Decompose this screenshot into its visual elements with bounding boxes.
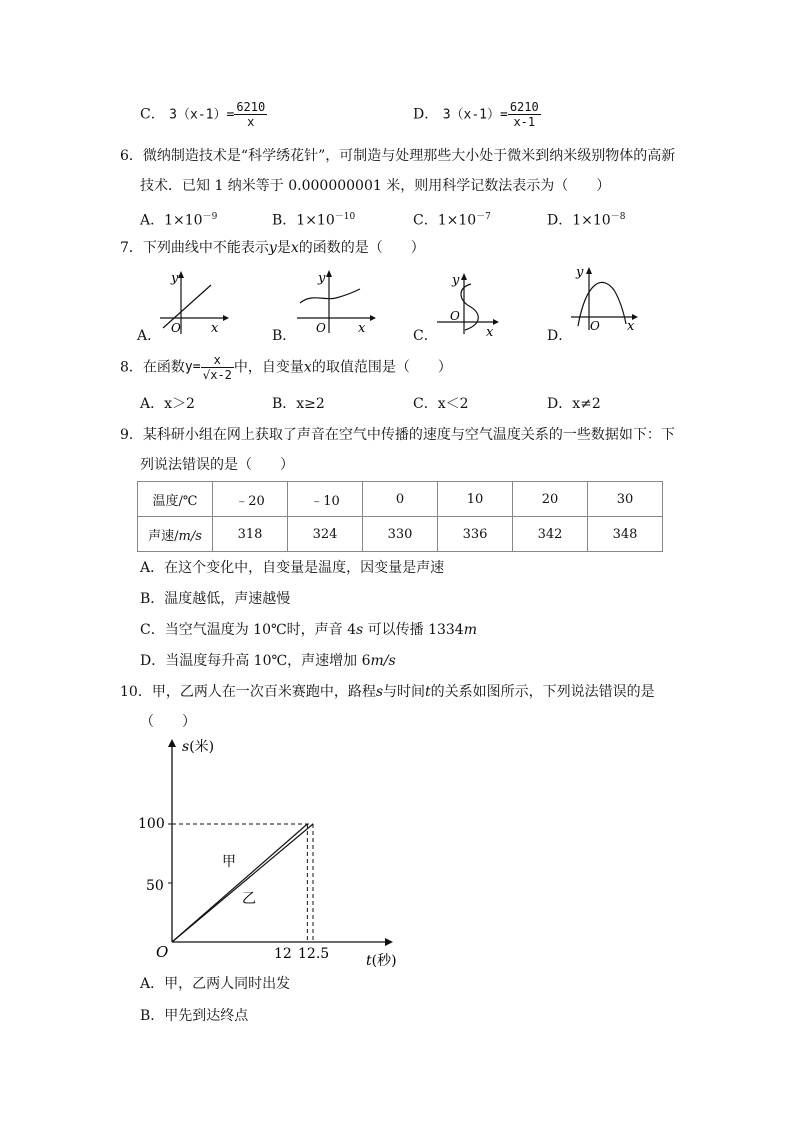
svg-text:O: O (450, 309, 460, 323)
q8-option-a: A．x＞2 (140, 396, 195, 412)
q7-graph-b (292, 265, 377, 337)
q5-c-fraction: $\frac{6210}{x}$ (236, 100, 266, 129)
svg-text:x: x (627, 319, 635, 334)
svg-text:O: O (171, 321, 181, 335)
q7-graph-a (155, 268, 230, 338)
series-label-jia: 甲 (222, 854, 236, 870)
svg-text:y: y (318, 271, 326, 286)
q9-option-c: C．当空气温度为 10℃时，声音 4s 可以传播 1334m (140, 622, 477, 638)
q6-option-a: A．$1\times 10^{-9}$ (140, 212, 218, 229)
series-line-yi (172, 824, 313, 942)
series-label-yi: 乙 (242, 891, 256, 907)
svg-text:y: y (452, 273, 460, 288)
table-head-speed: 声速/m/s (138, 517, 213, 552)
q7-stem: 7．下列曲线中不能表示y是x的函数的是（ ） (120, 240, 425, 256)
table-head-temp: 温度/℃ (138, 482, 213, 517)
q9-data-table (137, 481, 663, 552)
q8-options (140, 395, 680, 415)
x-axis-arrow (385, 938, 393, 946)
q9-stem-line2: 列说法错误的是（ ） (140, 457, 294, 473)
q6-options (140, 208, 680, 228)
q10-stem-line1: 10．甲，乙两人在一次百米赛跑中，路程s与时间t的关系如图所示，下列说法错误的是 (120, 684, 655, 700)
q6-option-c: C．$1\times 10^{-7}$ (413, 212, 491, 229)
q6-stem-line1: 6．微纳制造技术是“科学绣花针”，可制造与处理那些大小处于微米到纳米级别物体的高新 (120, 148, 676, 164)
svg-text:O: O (590, 319, 600, 333)
svg-text:x: x (486, 325, 494, 338)
svg-text:y: y (171, 271, 179, 286)
q8-stem: 8．在函数y= $\frac{x}{√x-2}$ 中，自变量x的取值范围是（ ） (120, 353, 452, 382)
q10-option-a: A．甲，乙两人同时出发 (140, 976, 291, 992)
q7-option-a-label: A． (137, 328, 162, 344)
x-tick-label-12: 12 (274, 946, 292, 962)
x-tick-label-12-5: 12.5 (298, 946, 330, 962)
y-tick-label-100: 100 (138, 816, 165, 832)
table-row-speed: 声速/m/s 318 324 330 336 342 348 (138, 517, 663, 552)
y-tick-label-50: 50 (146, 878, 164, 894)
q7-option-d-label: D． (547, 328, 573, 344)
q9-option-a: A．在这个变化中，自变量是温度，因变量是声速 (140, 560, 445, 576)
q10-option-b: B．甲先到达终点 (140, 1008, 249, 1024)
x-axis-label: t(秒) (366, 953, 397, 969)
q5-option-c: C． 3（x-1）= $\frac{6210}{x}$ (140, 100, 266, 129)
q8-option-d: D．x≠2 (547, 396, 601, 412)
svg-text:x: x (211, 321, 219, 336)
q9-option-d: D．当温度每升高 10℃，声速增加 6m/s (140, 653, 396, 669)
q6-option-b: B．$1\times 10^{-10}$ (272, 212, 356, 229)
q10-stem-line2: （ ） (140, 714, 196, 730)
q7-option-b-label: B． (272, 328, 297, 344)
q9-stem-line1: 9．某科研小组在网上获取了声音在空气中传播的速度与空气温度关系的一些数据如下：下 (120, 427, 675, 443)
q7-b-curve (300, 289, 360, 303)
q8-option-c: C．x＜2 (413, 396, 469, 412)
y-axis-label: s(米) (182, 739, 215, 755)
q7-graph-c (435, 268, 505, 338)
svg-text:O: O (316, 321, 326, 335)
q8-fraction: $\frac{x}{√x-2}$ (202, 353, 232, 382)
svg-text:y: y (576, 265, 584, 280)
q6-option-d: D．$1\times 10^{-8}$ (547, 212, 626, 229)
q5-option-d: D． 3（x-1）= $\frac{6210}{x-1}$ (413, 100, 539, 129)
origin-label: O (156, 943, 169, 961)
q5-d-fraction: $\frac{6210}{x-1}$ (509, 100, 539, 129)
table-row-temperature: 温度/℃ ﹣20 ﹣10 0 10 20 30 (138, 482, 663, 517)
y-axis-arrow (168, 739, 176, 747)
q7-option-c-label: C． (413, 328, 438, 344)
q7-graph-d (566, 262, 644, 337)
q7-d-curve (578, 282, 626, 326)
q8-option-b: B．x≥2 (272, 396, 325, 412)
svg-text:x: x (358, 321, 366, 336)
q10-distance-time-graph (130, 735, 410, 970)
q6-stem-line2: 技术．已知 1 纳米等于 0.000000001 米，则用科学记数法表示为（ ） (140, 178, 611, 194)
q9-option-b: B．温度越低，声速越慢 (140, 591, 291, 607)
